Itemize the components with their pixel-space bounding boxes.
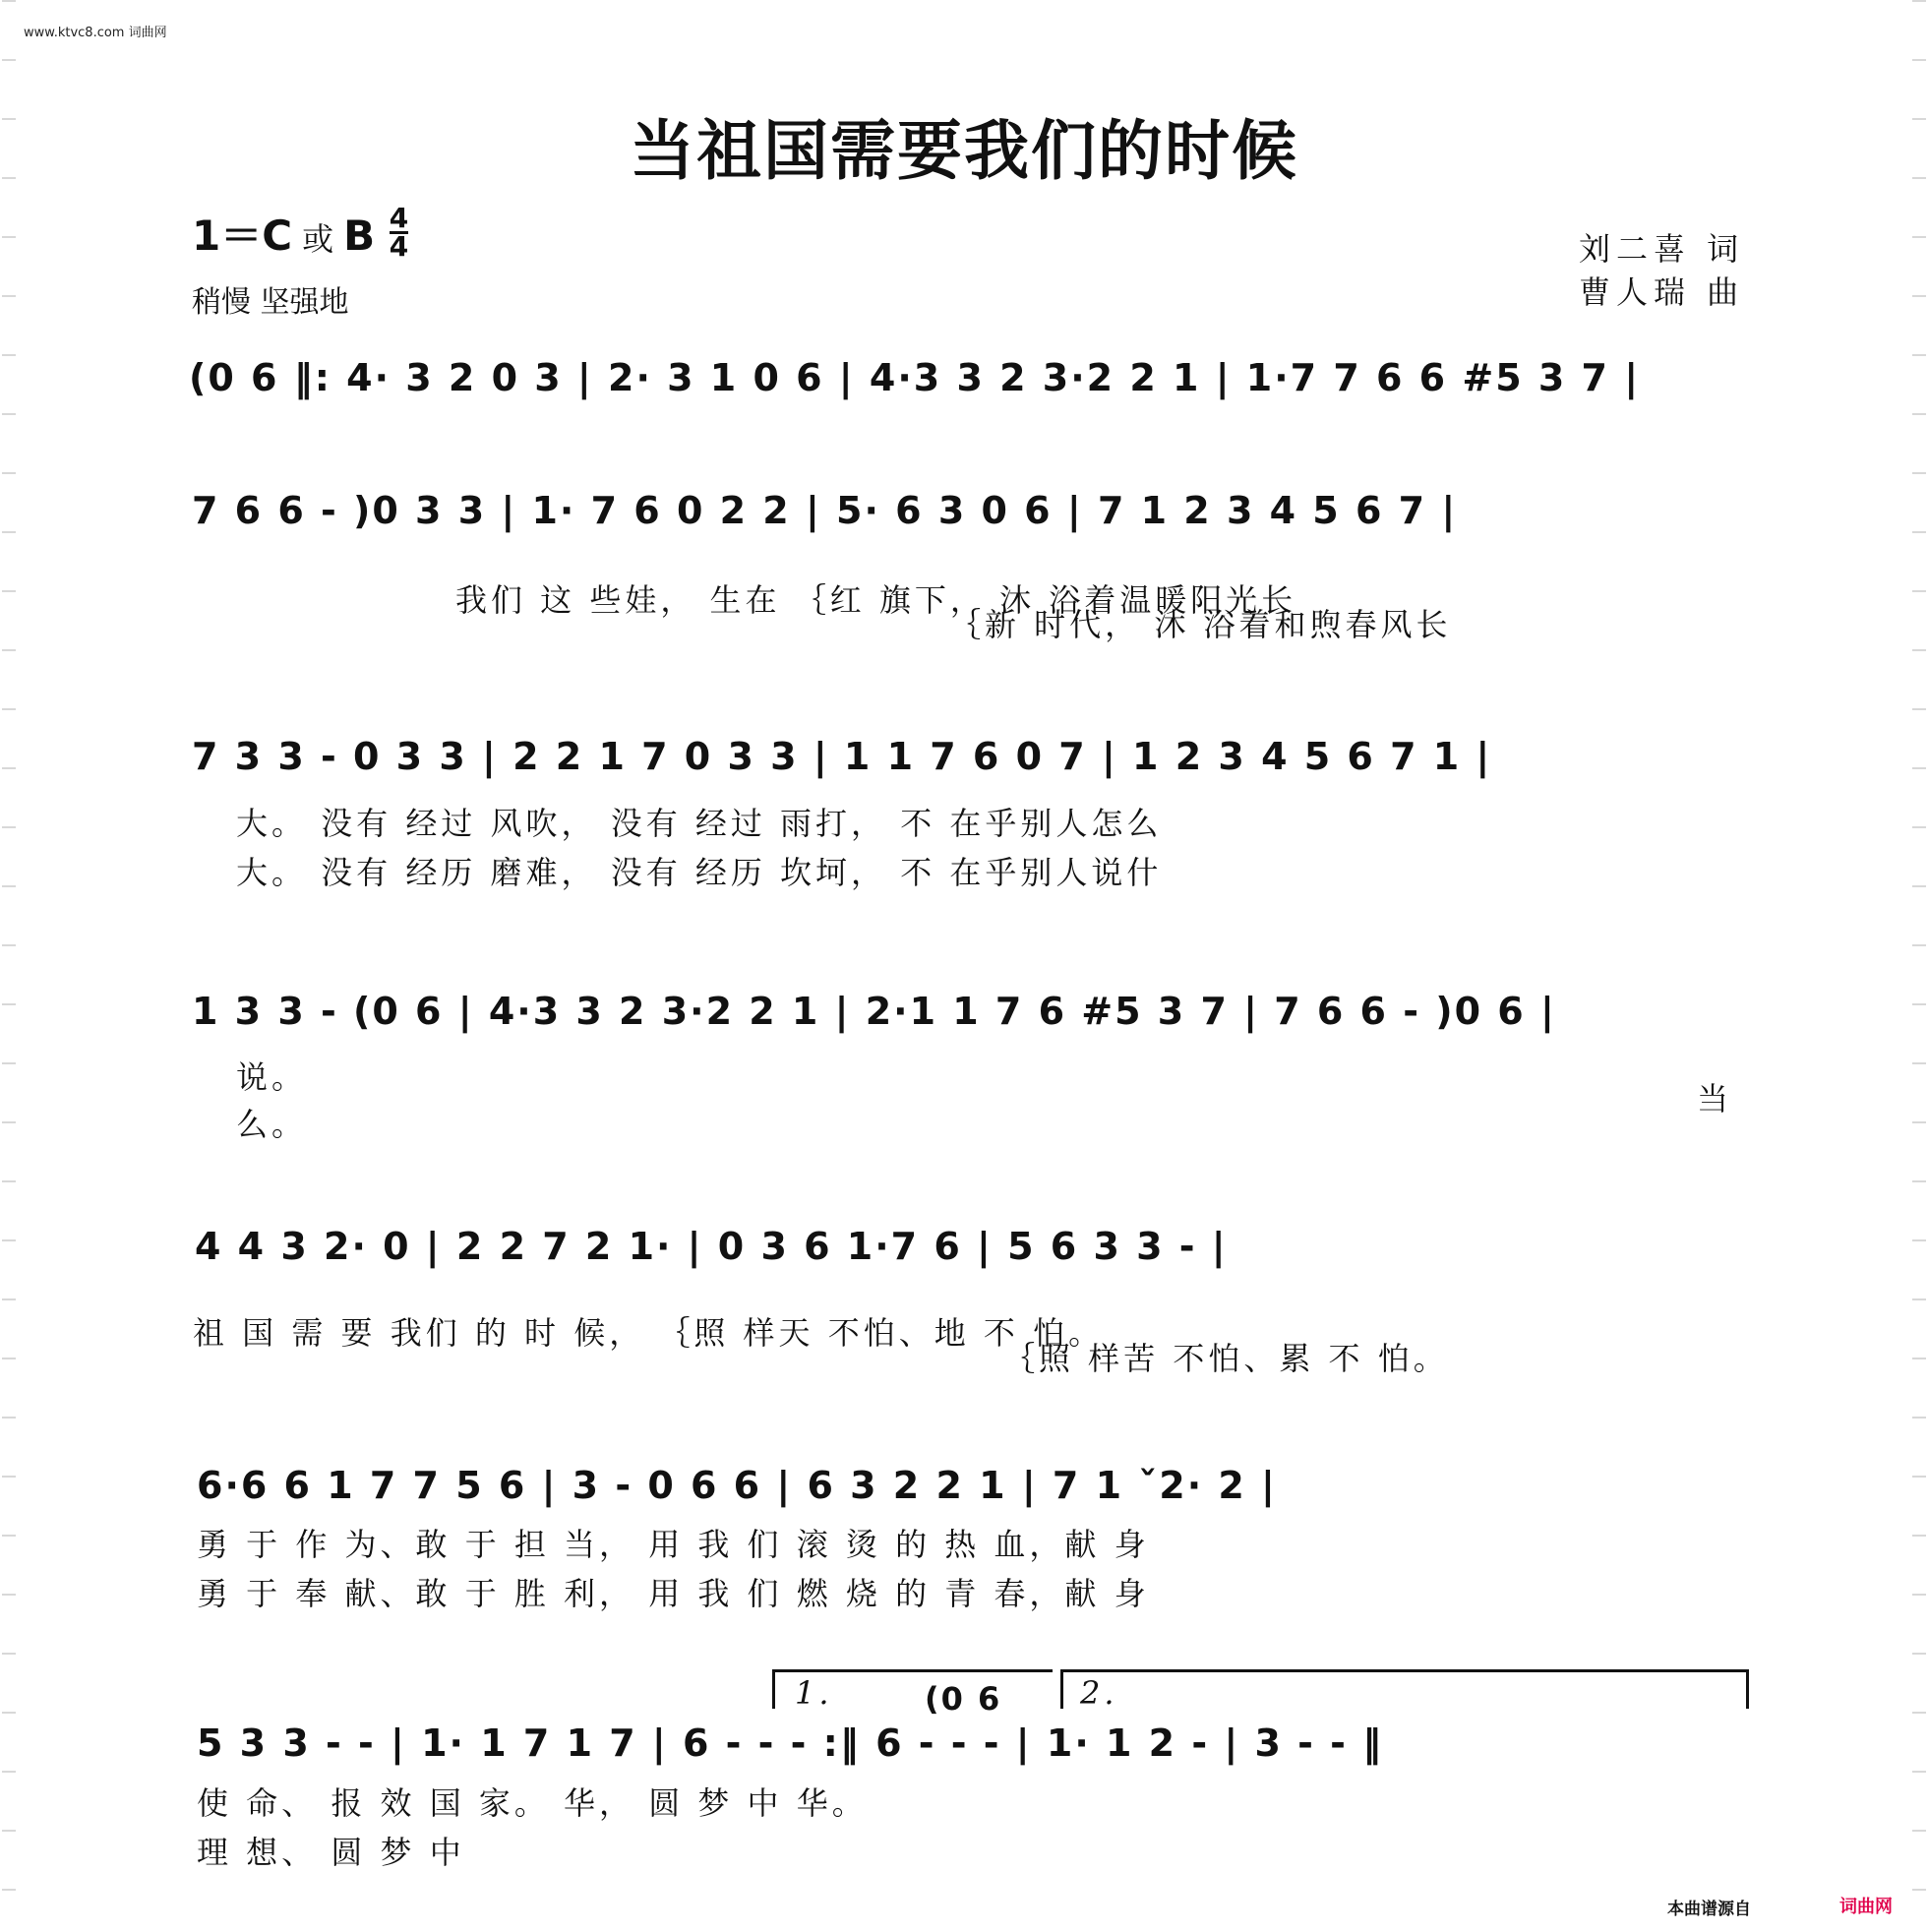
lyric-row-2-verse-1: 我们 这 些娃， 生在 ｛红 旗下， 沐 浴着温暖阳光长: [455, 581, 1297, 619]
notation-row-1: (0 6 ‖: 4· 3 2 0 3 | 2· 3 1 0 6 | 4·3 3 2 3·2 2 1 | 1·7 7 6 6 #5 3 7 |: [189, 356, 1641, 399]
key-alt: B: [343, 211, 376, 260]
key-signature: [192, 204, 408, 266]
lyric-row-2-verse-2: ｛新 时代， 沐 浴着和煦春风长: [949, 606, 1452, 643]
right-watermark-strip: [1912, 0, 1926, 1932]
notation-row-2: 7 6 6 - )0 3 3 | 1· 7 6 0 2 2 | 5· 6 3 0 6 | 7 1 2 3 4 5 6 7 |: [192, 489, 1458, 532]
key-or: 或: [302, 220, 334, 258]
lyric-row-4-verse-1: 说。: [236, 1058, 308, 1096]
time-top: 4: [389, 202, 409, 234]
volta-bracket-1: [772, 1669, 1053, 1672]
time-bottom: 4: [389, 230, 409, 263]
volta-label-1: 1.: [795, 1674, 833, 1712]
lyric-row-7-verse-2: 理 想、 圆 梦 中: [197, 1834, 465, 1871]
lyric-row-5-verse-1: 祖 国 需 要 我们 的 时 候， ｛照 样天 不怕、地 不 怕。: [193, 1314, 1105, 1352]
volta-bracket-1-left: [772, 1669, 775, 1709]
footer-source: 本曲谱源自: [1667, 1900, 1751, 1919]
lyric-row-6-verse-2: 勇 于 奉 献、敢 于 胜 利， 用 我 们 燃 烧 的 青 春，献 身: [197, 1575, 1150, 1612]
left-watermark-strip: [2, 0, 16, 1932]
volta-inner-notes: (0 6: [925, 1680, 1002, 1718]
lyric-row-6-verse-1: 勇 于 作 为、敢 于 担 当， 用 我 们 滚 烫 的 热 血，献 身: [197, 1526, 1150, 1563]
time-signature: [389, 202, 409, 263]
volta-label-2: 2.: [1080, 1674, 1118, 1712]
footer-brand[interactable]: 词曲网: [1839, 1897, 1893, 1917]
key-label: 1＝C: [192, 211, 293, 260]
site-url: www.ktvc8.com 词曲网: [24, 26, 167, 40]
lyric-row-3-verse-1: 大。 没有 经过 风吹， 没有 经过 雨打， 不 在乎别人怎么: [236, 805, 1163, 842]
lyricist-credit: 刘二喜 词: [1579, 230, 1745, 268]
notation-row-6: 6·6 6 1 7 7 5 6 | 3 - 0 6 6 | 6 3 2 2 1 | 7 1 ˇ2· 2 |: [197, 1464, 1277, 1507]
lyric-row-7-verse-1: 使 命、 报 效 国 家。 华， 圆 梦 中 华。: [197, 1784, 868, 1822]
notation-row-4: 1 3 3 - (0 6 | 4·3 3 2 3·2 2 1 | 2·1 1 7 6 #5 3 7 | 7 6 6 - )0 6 |: [192, 990, 1556, 1033]
notation-row-5: 4 4 3 2· 0 | 2 2 7 2 1· | 0 3 6 1·7 6 | 5 6 3 3 - |: [195, 1225, 1228, 1268]
lyric-row-4-verse-2: 么。: [236, 1106, 308, 1143]
notation-row-7: 5 3 3 - - | 1· 1 7 1 7 | 6 - - - :‖ 6 - - - | 1· 1 2 - | 3 - - ‖: [197, 1721, 1384, 1765]
lyric-row-4-pickup: 当: [1697, 1080, 1733, 1117]
volta-bracket-2: [1060, 1669, 1749, 1672]
lyric-row-3-verse-2: 大。 没有 经历 磨难， 没有 经历 坎坷， 不 在乎别人说什: [236, 854, 1163, 891]
composer-credit: 曹人瑞 曲: [1579, 273, 1745, 311]
song-title: 当祖国需要我们的时候: [630, 112, 1298, 189]
lyric-row-5-verse-2: ｛照 样苦 不怕、累 不 怕。: [1003, 1340, 1449, 1377]
tempo-marking: 稍慢 坚强地: [192, 285, 349, 320]
volta-bracket-2-left: [1060, 1669, 1063, 1709]
volta-bracket-2-right: [1746, 1669, 1749, 1709]
notation-row-3: 7 3 3 - 0 3 3 | 2 2 1 7 0 3 3 | 1 1 7 6 0 7 | 1 2 3 4 5 6 7 1 |: [192, 735, 1492, 778]
